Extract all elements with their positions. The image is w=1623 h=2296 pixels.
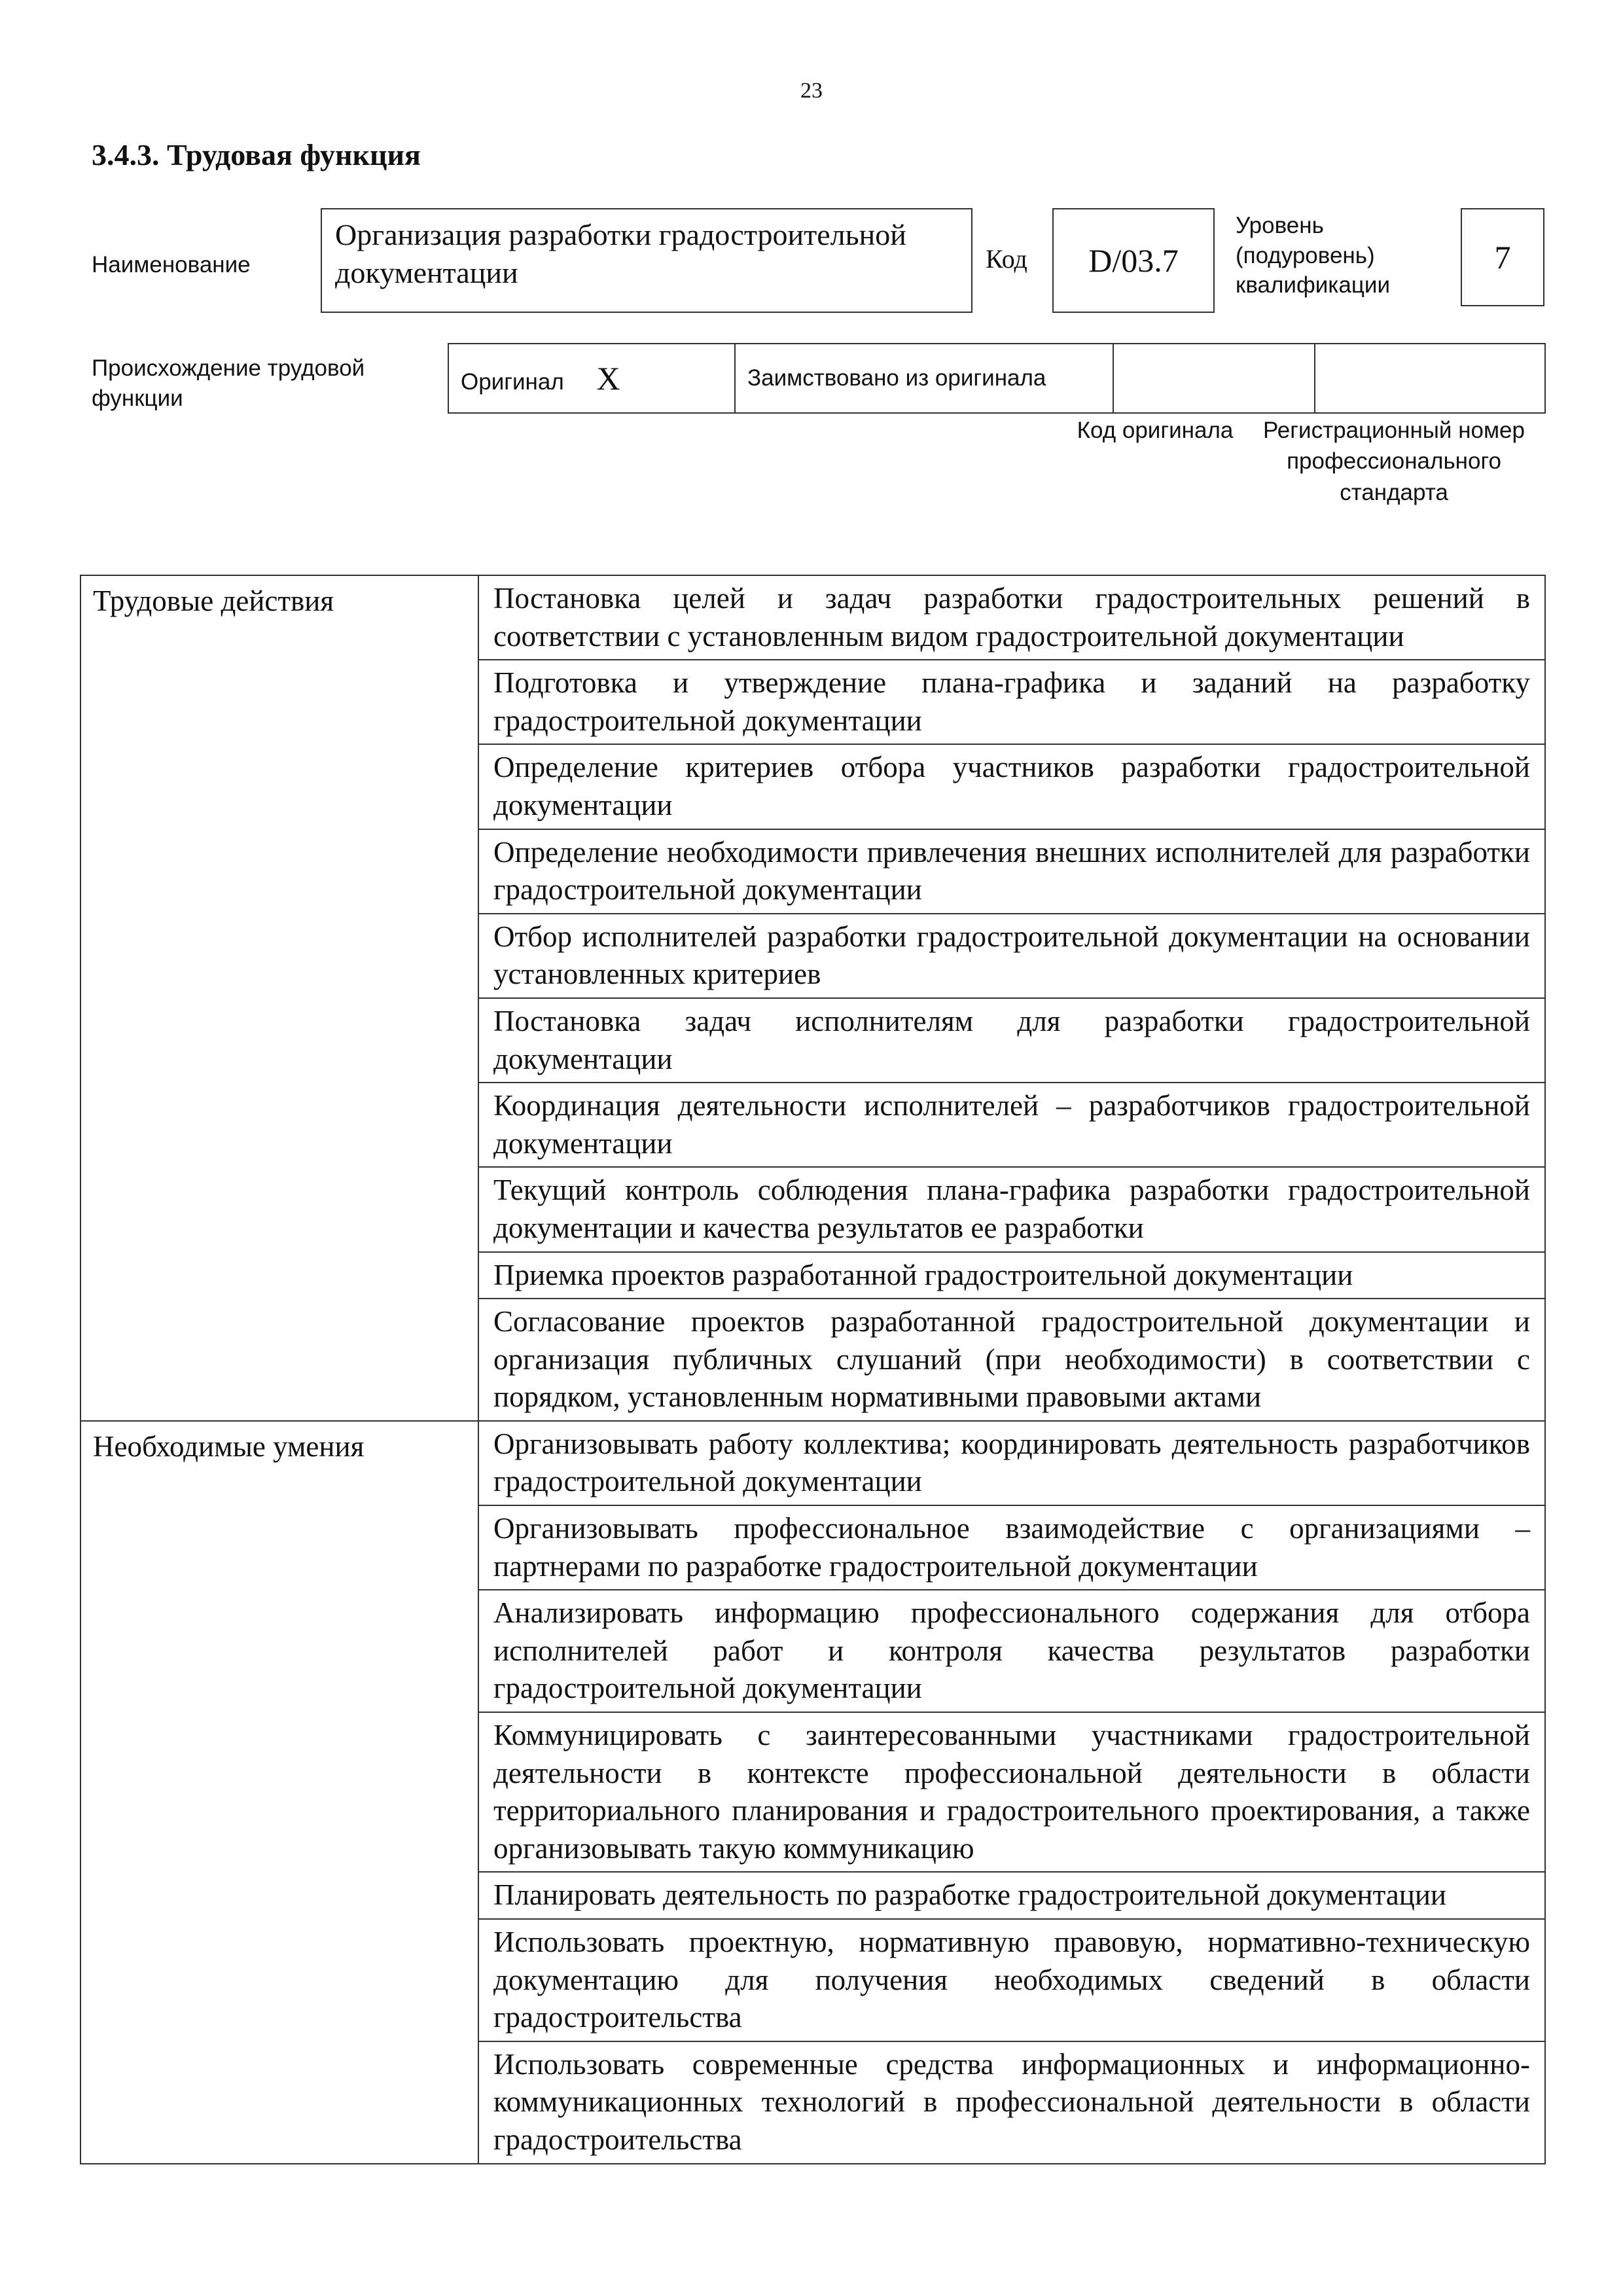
- list-item: Приемка проектов разработанной градостроительной документации: [478, 1252, 1545, 1299]
- origin-registration-cell: [1315, 344, 1545, 413]
- table-row: [80, 575, 1545, 660]
- level-field: 7: [1461, 208, 1544, 306]
- name-label: Наименование: [92, 252, 251, 278]
- list-item: Планировать деятельность по разработке градостроительной документации: [478, 1872, 1545, 1919]
- table-row: [80, 1421, 1545, 1505]
- list-item: Организовывать профессиональное взаимодействие с организациями – партнерами по разработке градостроительной документации: [478, 1505, 1545, 1590]
- list-item: Анализировать информацию профессионального содержания для отбора исполнителей работ и контроля качества результатов разработки градостроительной документации: [478, 1590, 1545, 1712]
- section-heading: 3.4.3. Трудовая функция: [92, 138, 421, 171]
- list-item: Постановка целей и задач разработки градостроительных решений в соответствии с установленным видом градостроительной документации: [478, 575, 1545, 660]
- list-item: Подготовка и утверждение плана-графика и заданий на разработку градостроительной документации: [478, 660, 1545, 744]
- section-title: Необходимые умения: [80, 1421, 478, 2164]
- original-code-caption: Код оригинала: [1077, 418, 1234, 443]
- list-item: Использовать проектную, нормативную правовую, нормативно-техническую документацию для получения необходимых сведений в области градостроительства: [478, 1919, 1545, 2041]
- list-item: Согласование проектов разработанной градостроительной документации и организация публичных слушаний (при необходимости) в соответствии с порядком, установленным нормативными правовыми актами: [478, 1299, 1545, 1421]
- registration-number-caption: Регистрационный номер профессионального стандарта: [1263, 418, 1525, 505]
- page-number: 23: [800, 79, 823, 103]
- code-label: Код: [986, 244, 1027, 274]
- origin-code-cell: [1113, 344, 1315, 413]
- origin-table: [448, 343, 1546, 414]
- level-label: Уровень (подуровень) квалификации: [1236, 213, 1390, 298]
- function-details-table: [80, 575, 1546, 2164]
- list-item: Коммуницировать с заинтересованными участниками градостроительной деятельности в контексте профессиональной деятельности в области территориального планирования и градостроительного проектирования, а также организовывать такую коммуникацию: [478, 1712, 1545, 1872]
- list-item: Постановка задач исполнителям для разработки градостроительной документации: [478, 998, 1545, 1083]
- origin-borrowed-label: Заимствовано из оригинала: [747, 365, 1046, 391]
- origin-label: Происхождение трудовой функции: [92, 355, 365, 411]
- list-item: Использовать современные средства информационных и информационно-коммуникационных технологий в профессиональной деятельности в области градостроительства: [478, 2041, 1545, 2164]
- origin-original-mark: X: [596, 360, 620, 397]
- list-item: Отбор исполнителей разработки градостроительной документации на основании установленных критериев: [478, 914, 1545, 998]
- list-item: Определение необходимости привлечения внешних исполнителей для разработки градостроительной документации: [478, 829, 1545, 914]
- section-title: Трудовые действия: [80, 575, 478, 1421]
- list-item: Координация деятельности исполнителей – разработчиков градостроительной документации: [478, 1083, 1545, 1167]
- origin-original-label: Оригинал: [461, 369, 564, 395]
- origin-original-cell: [448, 344, 735, 413]
- origin-borrowed-cell: [735, 344, 1113, 413]
- list-item: Текущий контроль соблюдения плана-графика разработки градостроительной документации и качества результатов ее разработки: [478, 1167, 1545, 1251]
- name-field: Организация разработки градостроительной документации: [321, 208, 972, 313]
- code-field: D/03.7: [1052, 208, 1215, 313]
- list-item: Определение критериев отбора участников разработки градостроительной документации: [478, 744, 1545, 829]
- list-item: Организовывать работу коллектива; координировать деятельность разработчиков градостроительной документации: [478, 1421, 1545, 1505]
